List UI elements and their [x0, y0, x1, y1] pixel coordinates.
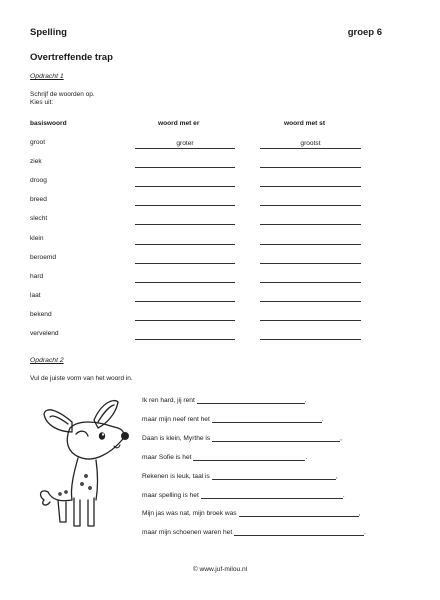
- page-title: Overtreffende trap: [30, 52, 113, 63]
- exercise1-instruction-2: Kies uit:: [30, 99, 54, 106]
- exercise1-label: Opdracht 1: [30, 73, 64, 80]
- subject-label: Spelling: [30, 27, 67, 38]
- base-word: beroemd: [30, 253, 57, 261]
- sentence-text: maar spelling is het: [142, 491, 199, 499]
- answer-st-field[interactable]: [260, 274, 361, 283]
- answer-er-field[interactable]: [135, 255, 235, 264]
- table-row: [0, 158, 440, 172]
- table-row: [0, 215, 440, 229]
- base-word: groot: [30, 139, 46, 146]
- answer-st-field[interactable]: [260, 159, 361, 168]
- base-word: breed: [30, 196, 47, 204]
- answer-er-field[interactable]: [135, 178, 235, 187]
- exercise1-instruction-1: Schrijf de woorden op.: [30, 91, 95, 98]
- table-row: [0, 330, 440, 344]
- base-word: droog: [30, 177, 47, 185]
- table-row: [0, 196, 440, 210]
- sentence-punctuation: .: [342, 491, 345, 499]
- answer-er-field[interactable]: [135, 236, 235, 245]
- answer-blank[interactable]: [212, 434, 343, 442]
- base-word: ziek: [30, 158, 42, 166]
- sentence-punctuation: .: [304, 397, 307, 404]
- sentence-text: maar mijn neef rent het: [142, 415, 210, 423]
- answer-er-field[interactable]: [135, 197, 235, 206]
- answer-st-field[interactable]: [260, 331, 361, 340]
- answer-st-field[interactable]: [260, 312, 361, 321]
- table-row: [0, 311, 440, 325]
- sentence-text: maar mijn schoenen waren het: [142, 529, 233, 537]
- exercise2-label: Opdracht 2: [30, 357, 64, 364]
- answer-st-field[interactable]: [260, 236, 361, 245]
- sentence-punctuation: ,: [335, 472, 338, 480]
- table-row: [0, 273, 440, 287]
- answer-blank[interactable]: [239, 509, 359, 517]
- answer-blank[interactable]: [197, 396, 305, 404]
- sentence-text: Daan is klein, Myrthe is: [142, 434, 211, 442]
- column-header-base: basiswoord: [30, 120, 67, 127]
- sentence-line: [142, 509, 360, 517]
- table-row: [0, 235, 440, 249]
- answer-blank[interactable]: [234, 528, 367, 537]
- sentence-line: [142, 415, 324, 423]
- answer-st-field[interactable]: grootst: [260, 140, 361, 149]
- answer-st-field[interactable]: [260, 255, 361, 264]
- table-row: [0, 292, 440, 306]
- answer-er-field[interactable]: [135, 331, 235, 340]
- table-row: [0, 254, 440, 268]
- base-word: vervelend: [30, 330, 59, 337]
- base-word: klein: [30, 234, 44, 242]
- sentence-line: [142, 528, 366, 536]
- answer-blank[interactable]: [201, 491, 343, 499]
- exercise2-instruction: Vul de juiste vorm van het woord in.: [30, 375, 133, 382]
- column-header-st: woord met st: [284, 120, 326, 127]
- sentence-line: [142, 396, 307, 404]
- grade-label: groep 6: [347, 27, 382, 38]
- sentence-text: Mijn jas was nat, mijn broek was: [142, 510, 237, 518]
- answer-er-field[interactable]: [135, 312, 235, 321]
- answer-st-field[interactable]: [260, 197, 361, 206]
- answer-blank[interactable]: [193, 453, 308, 461]
- sentence-punctuation: .: [305, 453, 308, 461]
- answer-er-field[interactable]: [135, 216, 235, 225]
- sentence-punctuation: .: [321, 415, 324, 423]
- base-word: hard: [30, 272, 44, 280]
- base-word: bekend: [30, 310, 52, 318]
- sentence-punctuation: ,: [340, 434, 343, 442]
- sentence-line: [142, 453, 307, 461]
- sentence-line: [142, 472, 338, 480]
- answer-blank[interactable]: [212, 415, 322, 423]
- answer-st-field[interactable]: [260, 178, 361, 187]
- table-row: [0, 139, 440, 153]
- sentence-punctuation: ,: [358, 510, 361, 518]
- sentence-text: Rekenen is leuk, taal is: [142, 472, 210, 480]
- sentence-line: [142, 491, 345, 499]
- answer-er-field[interactable]: [135, 159, 235, 168]
- footer-copyright: © www.juf-milou.nl: [192, 566, 248, 573]
- fawn-illustration: [30, 392, 140, 532]
- sentence-line: [142, 434, 342, 442]
- column-header-er: woord met er: [158, 120, 200, 127]
- answer-st-field[interactable]: [260, 293, 361, 302]
- sentence-punctuation: .: [364, 529, 367, 537]
- sentence-text: Ik ren hard, jij rent: [142, 397, 195, 404]
- sentence-text: maar Sofie is het: [142, 453, 192, 461]
- answer-st-field[interactable]: [260, 216, 361, 225]
- base-word: slecht: [30, 215, 48, 223]
- answer-er-field[interactable]: groter: [135, 140, 235, 149]
- table-row: [0, 177, 440, 191]
- answer-blank[interactable]: [212, 472, 336, 480]
- base-word: laat: [30, 291, 41, 299]
- answer-er-field[interactable]: [135, 293, 235, 302]
- answer-er-field[interactable]: [135, 274, 235, 283]
